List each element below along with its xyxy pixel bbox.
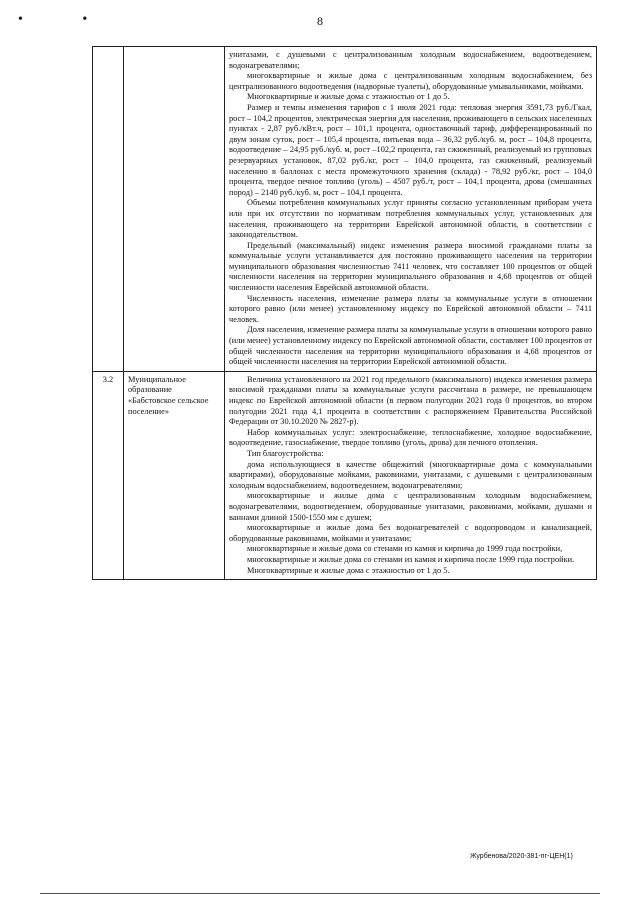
paragraph: Численность населения, изменение размера платы за коммунальные услуги в отношении которого равно (или менее) установленному индексу по Еврейской автономной области – 7411 человек. (229, 293, 592, 324)
row-number (93, 47, 124, 372)
table-row (93, 371, 597, 579)
paragraph: Тип благоустройства: (247, 448, 324, 458)
table-row (93, 47, 597, 372)
paragraph: Предельный (максимальный) индекс изменения размера вносимой гражданами платы за коммунальные услуги устанавливается для постоянно проживающего населения на территории муниципального образования численностью 7411 человек, что составляет 100 процентов от общей численности населения на территории муниципального образования и 4,68 процентов от общей численности населения Еврейской автономной области. (229, 240, 592, 293)
municipality-name (124, 47, 225, 372)
paragraph: многоквартирные и жилые дома со стенами из камня и кирпича до 1999 года постройки, (247, 544, 563, 554)
margin-dots: • • (18, 12, 116, 27)
paragraph: Объемы потребления коммунальных услуг приняты согласно установленным приборам учета или при их отсутствии по нормативам потребления коммунальных услуг, установленных для населения, проживающего на территории Еврейской автономной области, в соответствии с законодательством. (229, 198, 592, 240)
paragraph: Многоквартирные и жилые дома с этажностью от 1 до 5. (247, 565, 450, 575)
document-code: Журбенова/2020-381-пг-ЦЕН(1) (470, 853, 573, 860)
row-description (225, 47, 597, 372)
row-number: 3.2 (93, 371, 124, 579)
bottom-divider (40, 893, 600, 894)
paragraph: Размер и темпы изменения тарифов с 1 июля 2021 года: тепловая энергия 3591,73 руб./Гкал, рост – 104,2 процентов, электрическая энергия для населения, проживающего в сельских населенных пунктах - 2,87 руб./кВт.ч, рост – 101,1 процента, одноставочный тариф, дифференцированный по двум зонам суток, рост – 105,4 процента, питьевая вода – 36,32 руб./куб. м, рост – 104,8 процента, водоотведение – 24,95 руб./куб. м, рост –102,2 процента, газ сжиженный, реализуемый из групповых резервуарных установок, 87,02 руб./кг, рост – 104,0 процента, газ сжиженный, реализуемый населению в баллонах с места промежуточного хранения (склада) - 78,92 руб./кг, рост – 104,0 процента, твердое печное топливо (уголь) – 4507 руб./т, рост – 104,1 процента, дрова (смешанных пород) – 2140 руб./куб. м, рост – 104,1 процента. (229, 102, 592, 197)
paragraph: Доля населения, изменение размера платы за коммунальные услуги в отношении которого равно (или менее) установленному индексу по Еврейской автономной области, составляет 100 процентов от общей численности населения на территории муниципального образования и 4,68 процентов от общей численности населения на территории Еврейской автономной области. (229, 325, 592, 367)
paragraph: Набор коммунальных услуг: электроснабжение, теплоснабжение, холодное водоснабжение, водоотведение, газоснабжение, твердое топливо (уголь, дрова) для печного отопления. (229, 427, 592, 448)
paragraph: многоквартирные и жилые дома без водонагревателей с водопроводом и канализацией, оборудованные раковинами, мойками и унитазами; (229, 523, 592, 543)
paragraph: многоквартирные и жилые дома со стенами из камня и кирпича после 1999 года постройки. (247, 554, 575, 564)
paragraph: унитазами, с душевыми с централизованным холодным водоснабжением, водоотведением, водонагревателями; (229, 50, 592, 70)
paragraph: Многоквартирные и жилые дома с этажностью от 1 до 5. (247, 92, 450, 102)
tariff-table (92, 46, 597, 580)
municipality-name: Муниципальное образование «Бабстовское сельское поселение» (124, 371, 225, 579)
row-description (225, 371, 597, 579)
page-number: 8 (317, 14, 323, 28)
paragraph: многоквартирные и жилые дома с централизованным холодным водоснабжением, без централизованного водоотведения (надворные туалеты), оборудованные умывальниками, мойками. (229, 71, 592, 91)
paragraph: Величина установленного на 2021 год предельного (максимального) индекса изменения размера вносимой гражданами платы за коммунальные услуги рассчитана в размере, не превышающем индекс по Еврейской автономной области (в первом полугодии 2021 года 0 процентов, во втором полугодии 2021 года 4,1 процента в соответствии с распоряжением Правительства Российской Федерации от 30.10.2020 № 2827-р). (229, 374, 592, 427)
paragraph: многоквартирные и жилые дома с централизованным холодным водоснабжением, водонагревателями, водоотведением, оборудованные унитазами, раковинами, мойками, душами и ваннами длиной 1500-1550 мм с душем; (229, 491, 592, 522)
paragraph: дома использующиеся в качестве общежитий (многоквартирные дома с коммунальными квартирами), оборудованные мойками, раковинами, унитазами, с душевыми с централизованным холодным водоснабжением, водоотведением, водонагревателями; (229, 459, 592, 490)
